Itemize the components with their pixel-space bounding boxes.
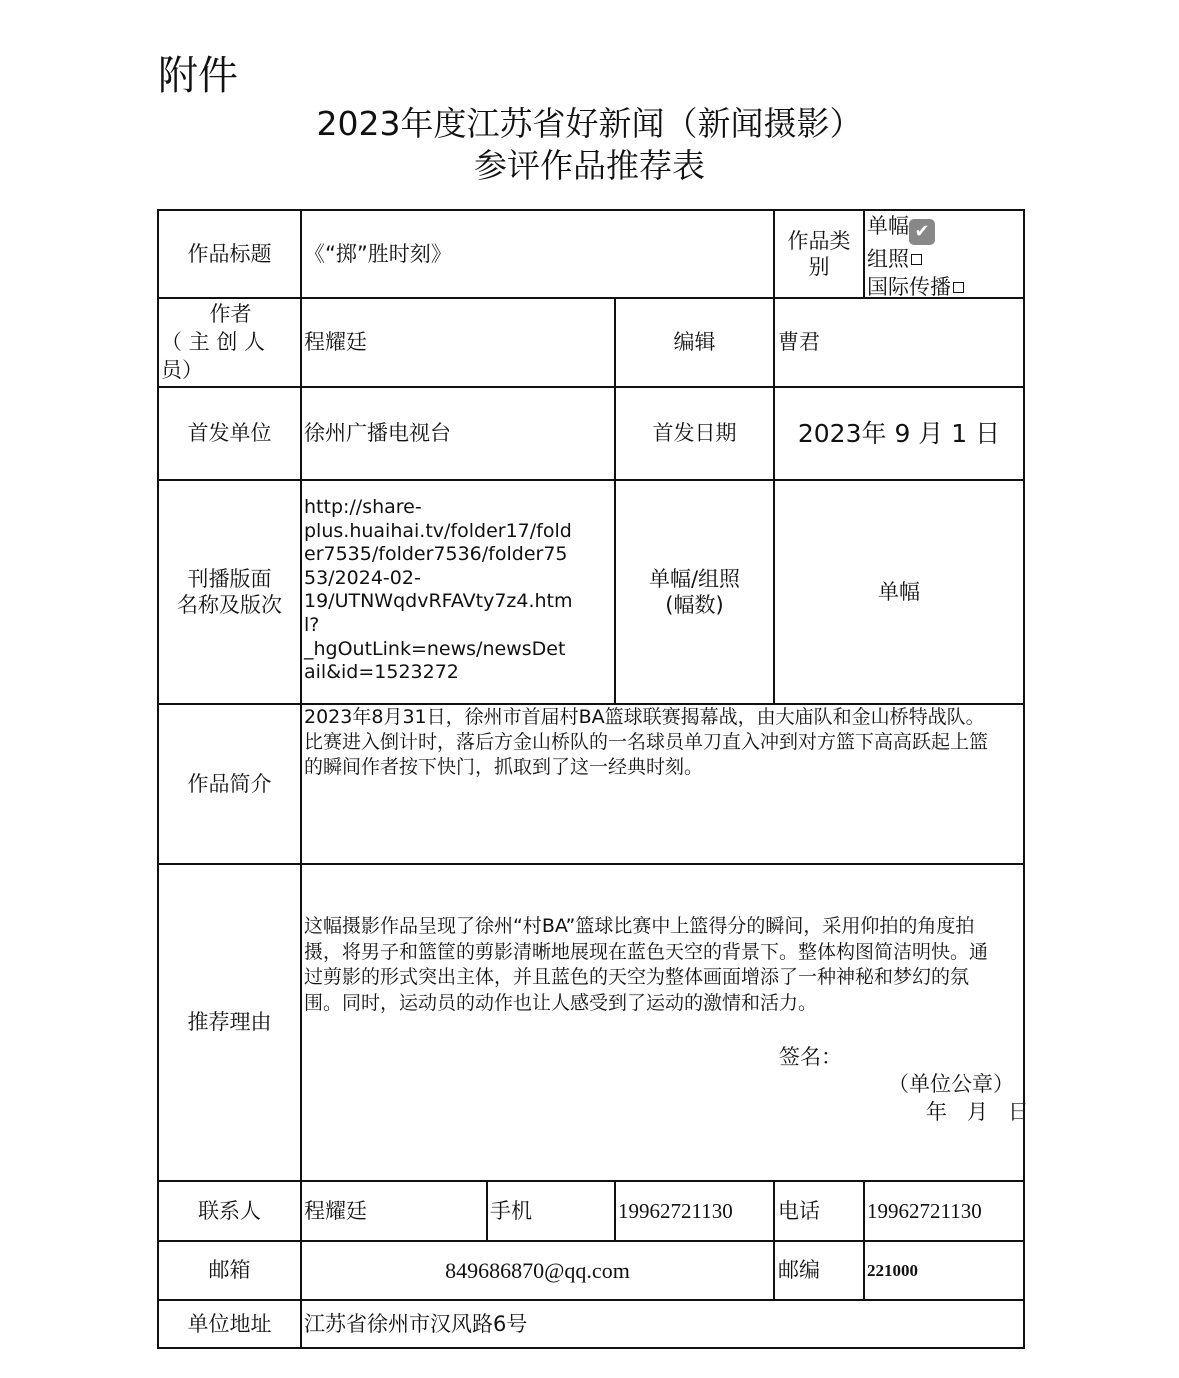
author-label-line3: 员） bbox=[161, 358, 203, 382]
address-value: 江苏省徐州市汉风路6号 bbox=[304, 1311, 528, 1336]
reason-label: 推荐理由 bbox=[187, 1010, 272, 1035]
seal-date: 年 月 日 bbox=[926, 1100, 1030, 1124]
layout-label bbox=[159, 481, 300, 703]
postcode-label: 邮编 bbox=[778, 1258, 820, 1283]
url-line: ail&id=1523272 bbox=[304, 661, 459, 684]
form-title: 2023年度江苏省好新闻（新闻摄影） bbox=[316, 104, 863, 143]
url-line: er7535/folder7536/folder75 bbox=[304, 543, 568, 566]
category-single-label: 单幅 bbox=[867, 214, 909, 238]
category-intl-label: 国际传播 bbox=[867, 275, 951, 299]
publisher-name: 徐州广播电视台 bbox=[304, 421, 451, 446]
mobile-number: 19962721130 bbox=[618, 1198, 733, 1223]
signature-label: 签名： bbox=[779, 1045, 842, 1069]
summary-line: 比赛进入倒计时，落后方金山桥队的一名球员单刀直入冲到对方篮下高高跃起上篮 bbox=[304, 731, 989, 753]
mobile-label: 手机 bbox=[490, 1198, 532, 1223]
photo-type-value: 单幅 bbox=[878, 579, 920, 604]
checkbox-icon[interactable] bbox=[953, 282, 964, 293]
editor-label: 编辑 bbox=[673, 330, 716, 355]
seal-label: （单位公章） bbox=[888, 1072, 1014, 1096]
summary-line: 的瞬间作者按下快门，抓取到了这一经典时刻。 bbox=[304, 756, 704, 778]
summary-line: 2023年8月31日，徐州市首届村BA篮球联赛揭幕战，由大庙队和金山桥特战队。 bbox=[304, 706, 985, 728]
category-group[interactable] bbox=[867, 245, 1023, 273]
email-label: 邮箱 bbox=[208, 1258, 251, 1283]
category-options bbox=[867, 212, 1023, 299]
photo-type-label-line2: (幅数) bbox=[665, 593, 724, 617]
address-label: 单位地址 bbox=[187, 1311, 272, 1336]
publish-url[interactable] bbox=[304, 496, 614, 696]
publish-date: 2023年 9 月 1 日 bbox=[797, 418, 1001, 448]
layout-label-line2: 名称及版次 bbox=[177, 593, 282, 617]
url-line: 53/2024-02- bbox=[304, 566, 421, 589]
postcode-value: 221000 bbox=[867, 1260, 918, 1280]
form-subtitle: 参评作品推荐表 bbox=[474, 146, 705, 185]
editor-name: 曹君 bbox=[778, 330, 820, 355]
url-line: 19/UTNWqdvRFAVty7z4.htm bbox=[304, 590, 573, 613]
author-label-line1: 作者 bbox=[209, 302, 252, 326]
checkbox-icon[interactable] bbox=[911, 254, 922, 265]
photo-type-label bbox=[616, 481, 773, 703]
phone-number: 19962721130 bbox=[867, 1198, 982, 1223]
reason-line: 过剪影的形式突出主体，并且蓝色的天空为整体画面增添了一种神秘和梦幻的氛 bbox=[304, 966, 970, 988]
category-label: 作品类别 bbox=[787, 228, 851, 279]
url-line: _hgOutLink=news/newsDet bbox=[304, 637, 566, 660]
category-group-label: 组照 bbox=[867, 247, 909, 271]
url-line: l? bbox=[304, 613, 320, 636]
reason-line: 围。同时，运动员的动作也让人感受到了运动的激情和活力。 bbox=[304, 991, 818, 1014]
email-address[interactable]: 849686870@qq.com bbox=[445, 1257, 630, 1283]
author-label bbox=[161, 300, 300, 386]
publish-date-label: 首发日期 bbox=[652, 421, 737, 446]
work-title: 《“掷”胜时刻》 bbox=[304, 241, 452, 266]
reason-text bbox=[304, 914, 1024, 1024]
checked-checkbox-icon[interactable]: ✔ bbox=[909, 219, 935, 245]
author-label-line2: （ 主 创 人 bbox=[161, 330, 266, 354]
reason-line: 这幅摄影作品呈现了徐州“村BA”篮球比赛中上篮得分的瞬间，采用仰拍的角度拍 bbox=[304, 915, 975, 937]
summary-label: 作品简介 bbox=[187, 771, 272, 796]
layout-label-line1: 刊播版面 bbox=[187, 566, 272, 591]
title-label: 作品标题 bbox=[187, 241, 272, 266]
phone-label: 电话 bbox=[778, 1198, 820, 1223]
category-single[interactable] bbox=[867, 212, 1023, 245]
photo-type-label-line1: 单幅/组照 bbox=[648, 566, 741, 591]
summary-text bbox=[304, 705, 1024, 863]
category-intl[interactable] bbox=[867, 273, 1023, 301]
contact-label: 联系人 bbox=[198, 1198, 261, 1223]
author-name: 程耀廷 bbox=[304, 330, 367, 355]
attachment-label: 附件 bbox=[158, 53, 238, 99]
contact-name: 程耀廷 bbox=[304, 1198, 367, 1223]
publisher-label: 首发单位 bbox=[187, 421, 272, 446]
reason-line: 摄，将男子和篮筐的剪影清晰地展现在蓝色天空的背景下。整体构图简洁明快。通 bbox=[304, 940, 989, 963]
url-line: plus.huaihai.tv/folder17/fold bbox=[304, 519, 572, 542]
url-line: http://share- bbox=[304, 496, 422, 518]
